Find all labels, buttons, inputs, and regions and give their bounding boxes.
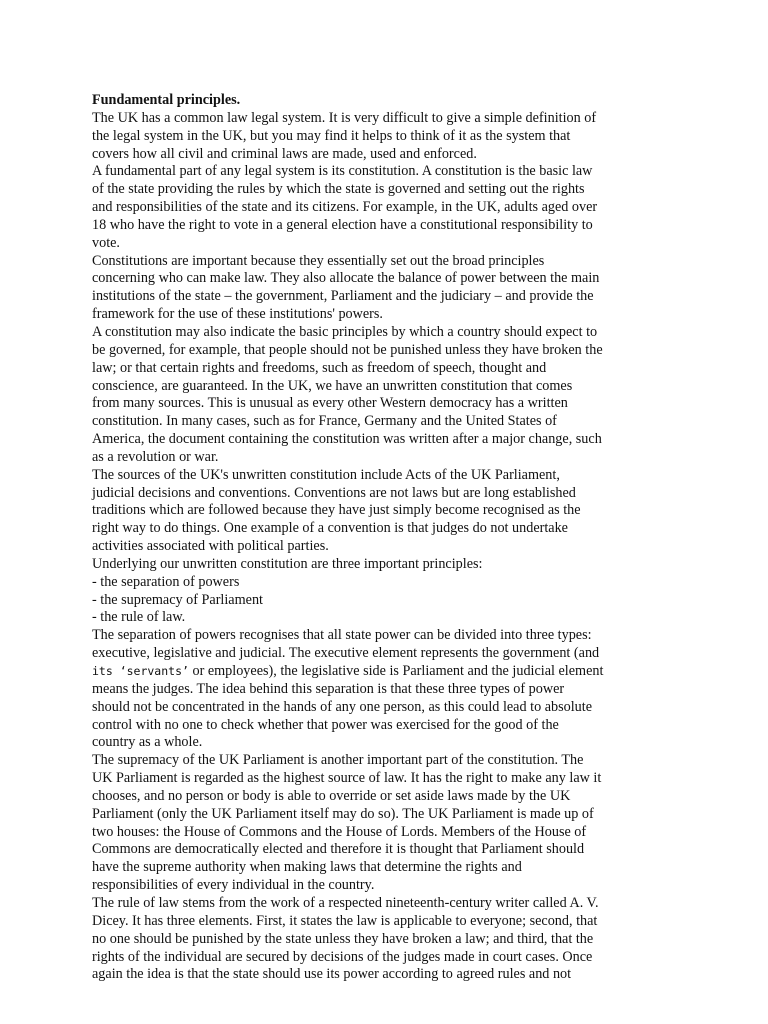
text-line: traditions which are followed because they have just simply become recognised as the	[92, 502, 581, 519]
paragraph-constitution-basic	[92, 163, 692, 252]
paragraph-separation	[92, 627, 692, 752]
text-line: from many sources. This is unusual as every other Western democracy has a written	[92, 395, 568, 412]
text-line: Underlying our unwritten constitution are three important principles:	[92, 555, 483, 572]
text-line: Parliament (only the UK Parliament itself may do so). The UK Parliament is made up of	[92, 805, 594, 822]
text-line: Commons are democratically elected and therefore it is thought that Parliament should	[92, 841, 585, 858]
text-line: rights of the individual are secured by decisions of the judges made in court cases. Once	[92, 948, 593, 965]
text-line: The UK has a common law legal system. It is very difficult to give a simple definition of	[92, 109, 597, 126]
text-line: - the supremacy of Parliament	[92, 591, 263, 608]
servants-line-rest: or employees), the legislative side is Parliament and the judicial element	[188, 663, 604, 679]
paragraph-supremacy	[92, 752, 692, 895]
text-line: responsibilities of every individual in the country.	[92, 877, 375, 894]
text-line: means the judges. The idea behind this separation is that these three types of power	[92, 680, 565, 697]
text-line: vote.	[92, 234, 120, 251]
text-line: constitution. In many cases, such as for France, Germany and the United States of	[92, 413, 557, 430]
text-line: The rule of law stems from the work of a respected nineteenth-century writer called A. V.	[92, 894, 599, 911]
text-line: framework for the use of these institutions' powers.	[92, 306, 383, 323]
text-line: right way to do things. One example of a convention is that judges do not undertake	[92, 520, 568, 537]
text-line: as a revolution or war.	[92, 448, 219, 465]
servants-phrase: its ‘servants’	[92, 664, 189, 678]
text-line: The separation of powers recognises that all state power can be divided into three types:	[92, 627, 592, 644]
text-line: A fundamental part of any legal system is its constitution. A constitution is the basic law	[92, 163, 593, 180]
paragraph-rule-of-law	[92, 895, 692, 984]
text-line: be governed, for example, that people should not be punished unless they have broken the	[92, 341, 603, 358]
text-line: law; or that certain rights and freedoms, such as freedom of speech, thought and	[92, 359, 547, 376]
text-line: and responsibilities of the state and its citizens. For example, in the UK, adults aged over	[92, 199, 598, 216]
text-line: no one should be punished by the state unless they have broken a law; and third, that the	[92, 930, 594, 947]
text-line: UK Parliament is regarded as the highest source of law. It has the right to make any law it	[92, 770, 602, 787]
text-line: should not be concentrated in the hands of any one person, as this could lead to absolute	[92, 698, 592, 715]
text-line: America, the document containing the constitution was written after a major change, such	[92, 431, 602, 448]
paragraph-sources	[92, 467, 692, 556]
text-line: The sources of the UK's unwritten constitution include Acts of the UK Parliament,	[92, 466, 560, 483]
text-line: activities associated with political parties.	[92, 538, 329, 555]
text-line: the legal system in the UK, but you may find it helps to think of it as the system that	[92, 127, 571, 144]
paragraph-constitution-principles	[92, 324, 692, 467]
text-line: country as a whole.	[92, 734, 203, 751]
text-line: A constitution may also indicate the basic principles by which a country should expect to	[92, 323, 598, 340]
text-line: The supremacy of the UK Parliament is another important part of the constitution. The	[92, 752, 584, 769]
text-line: executive, legislative and judicial. The executive element represents the government (and	[92, 645, 600, 662]
text-line: - the separation of powers	[92, 573, 240, 590]
document-body	[92, 110, 692, 984]
document-heading: Fundamental principles.	[92, 92, 241, 108]
text-line: chooses, and no person or body is able to override or set aside laws made by the UK	[92, 787, 571, 804]
text-line	[92, 663, 692, 681]
text-line: have the supreme authority when making laws that determine the rights and	[92, 859, 522, 876]
paragraph-constitution-importance	[92, 253, 692, 324]
document-page	[92, 92, 692, 984]
text-line: of the state providing the rules by which the state is governed and setting out the rights	[92, 181, 585, 198]
paragraph-intro	[92, 110, 692, 164]
text-line: judicial decisions and conventions. Conventions are not laws but are long established	[92, 484, 576, 501]
text-line: two houses: the House of Commons and the House of Lords. Members of the House of	[92, 823, 587, 840]
text-line: conscience, are guaranteed. In the UK, we have an unwritten constitution that comes	[92, 377, 573, 394]
text-line: concerning who can make law. They also allocate the balance of power between the main	[92, 270, 600, 287]
text-line: - the rule of law.	[92, 609, 186, 626]
text-line: institutions of the state – the government, Parliament and the judiciary – and provide the	[92, 288, 594, 305]
text-line: control with no one to check whether that power was exercised for the good of the	[92, 716, 559, 733]
text-line: again the idea is that the state should use its power according to agreed rules and not	[92, 966, 572, 983]
text-line: 18 who have the right to vote in a general election have a constitutional responsibility to	[92, 216, 593, 233]
text-line: Constitutions are important because they essentially set out the broad principles	[92, 252, 545, 269]
text-line: covers how all civil and criminal laws are made, used and enforced.	[92, 145, 477, 162]
text-line: Dicey. It has three elements. First, it states the law is applicable to everyone; second, that	[92, 912, 598, 929]
paragraph-three-principles	[92, 556, 692, 627]
